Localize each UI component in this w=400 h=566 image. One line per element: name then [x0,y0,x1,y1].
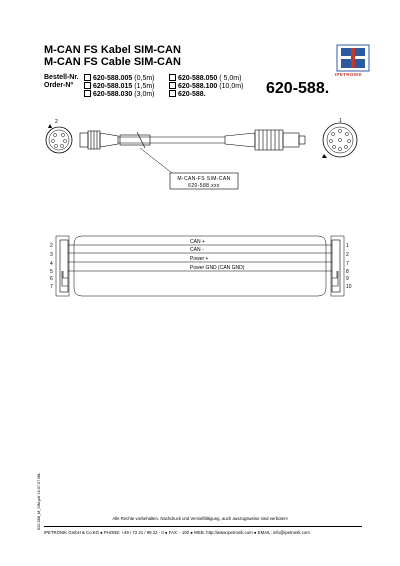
order-label-en: Order-Nº [44,82,74,89]
side-document-id: 620-588_M_SIM.pdf 16.07.07 MiL [37,472,41,530]
cable-label-line2: 620-588.xxx [188,183,220,189]
order-code: 620-588.030 [93,91,133,98]
left-pin-label: 2 [55,119,58,125]
callout-line [140,148,172,173]
left-pin-2: 2 [50,243,53,249]
right-pin-8: 8 [346,269,349,275]
footer-company-info: IPETRONIK GmbH & Co.KG ● PHONE: +49 / 72 21 / 99 22 - 0 ● FAX: - 100 ● WEB: http://www.ipetronik.com ● EMAIL: info@ipetronik.com [44,530,310,535]
order-label-de: Bestell-Nr. [44,74,79,81]
order-length: ( 5,0m) [219,75,242,82]
cable-drawing [0,110,400,200]
left-pin-7: 7 [50,284,53,290]
checkbox-icon[interactable] [169,90,176,97]
signal-can-minus: CAN - [190,247,204,253]
checkbox-icon[interactable] [169,74,176,81]
cable-label-line1: M-CAN-FS SIM-CAN [177,176,231,182]
logo-text: IPETRONIK [335,72,363,77]
left-pin-4: 4 [50,261,53,267]
order-code: 620-588.100 [178,83,218,90]
order-code: 620-588.050 [178,75,218,82]
right-pin-10: 10 [346,284,352,290]
title-english: M-CAN FS Cable SIM-CAN [44,56,181,68]
order-length: (10,0m) [219,83,244,90]
part-number: 620-588. [266,80,330,97]
logo-mark-icon [333,44,373,84]
checkbox-icon[interactable] [84,90,91,97]
order-code: 620-588.015 [93,83,133,90]
signal-can-plus: CAN + [190,239,205,245]
footer-divider [44,526,362,527]
right-pin-9: 9 [346,276,349,282]
signal-power-plus: Power + [190,256,209,262]
signal-power-gnd: Power GND (CAN GND) [190,265,245,271]
order-length: (3,0m) [134,91,155,98]
right-connector-face-icon [322,118,357,158]
checkbox-icon[interactable] [84,82,91,89]
order-length: (1,5m) [134,83,155,90]
order-length: (0,5m) [134,75,155,82]
right-pin-1: 1 [346,243,349,249]
checkbox-icon[interactable] [169,82,176,89]
cable-icon [118,132,225,148]
wiring-diagram [0,232,400,304]
order-code: 620-588.005 [93,75,133,82]
order-option-030[interactable] [84,90,155,99]
order-code: 620-588. [178,91,206,98]
right-plug-icon [225,130,305,150]
footer-rights: Alle Rechte vorbehalten. Nachdruck und Vervielfältigung, auch auszugsweise sind verboten! [112,516,288,521]
order-option-custom[interactable] [169,90,206,99]
right-pin-label: 1 [339,118,342,124]
company-logo [333,44,373,84]
left-plug-icon [80,131,118,149]
left-pin-6: 6 [50,276,53,282]
right-pin-2: 2 [346,252,349,258]
title-german: M-CAN FS Kabel SIM-CAN [44,44,181,56]
left-pin-3: 3 [50,252,53,258]
checkbox-icon[interactable] [84,74,91,81]
left-connector-face-icon [46,119,72,153]
left-pin-5: 5 [50,269,53,275]
right-pin-7: 7 [346,261,349,267]
